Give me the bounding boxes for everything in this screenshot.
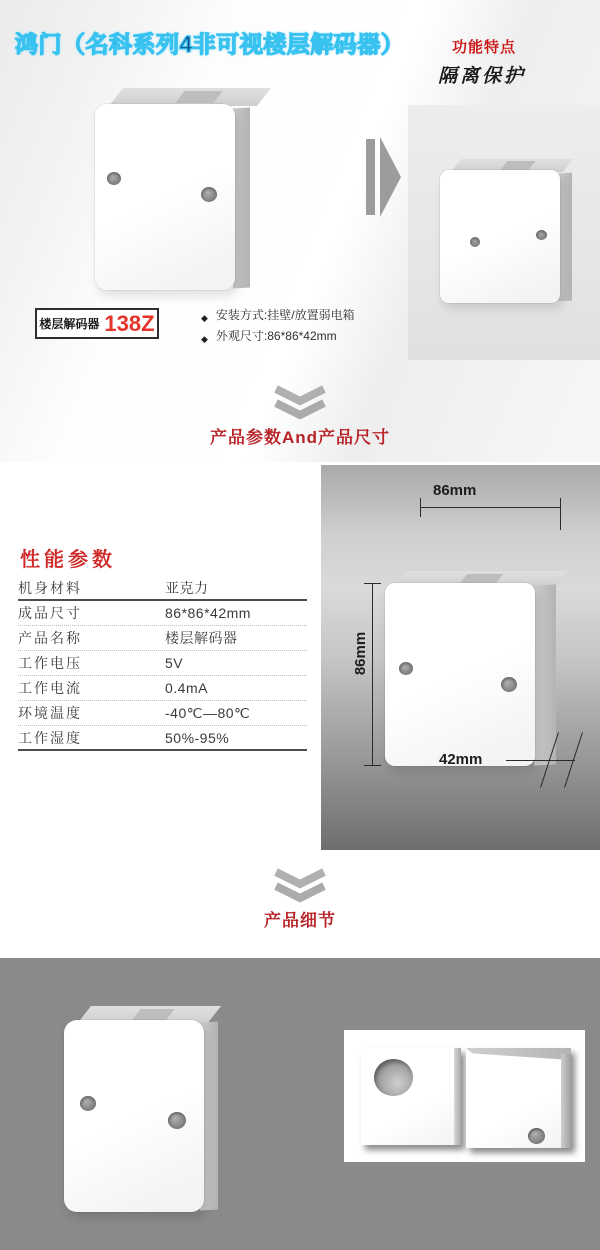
model-code: 138Z <box>104 310 155 336</box>
model-name: 楼层解码器 <box>39 317 100 331</box>
dimension-width-label: 86mm <box>433 482 477 499</box>
device-edge <box>466 1048 571 1060</box>
model-label-box <box>35 308 159 339</box>
arrow-right-icon <box>366 139 375 215</box>
table-row <box>18 576 307 601</box>
dimension-height-label: 86mm <box>352 631 370 676</box>
arrow-right-icon <box>380 137 401 217</box>
specs-heading: 性能参数 <box>20 549 116 571</box>
spec-label: 工作电压 <box>18 655 82 671</box>
table-row <box>18 676 307 701</box>
spec-label: 机身材料 <box>18 579 82 596</box>
screw-hole <box>399 662 413 675</box>
dimension-height-line <box>372 583 373 765</box>
spec-value: 5V <box>165 655 184 671</box>
note-row <box>201 327 355 348</box>
spec-label: 工作湿度 <box>18 729 82 746</box>
spec-value: -40℃—80℃ <box>165 704 251 721</box>
detail-closeup-corner <box>466 1048 571 1148</box>
device-side-face <box>558 173 572 302</box>
diamond-bullet-icon: ◆ <box>201 334 208 344</box>
spec-value: 50%-95% <box>165 729 230 746</box>
screw-hole <box>501 677 517 692</box>
feature-photo-panel <box>408 105 600 360</box>
spec-value: 0.4mA <box>165 680 208 696</box>
note-text: 外观尺寸:86*86*42mm <box>215 329 337 343</box>
dimension-depth-label: 42mm <box>439 751 483 768</box>
screw-hole <box>470 237 480 247</box>
note-row <box>201 306 355 327</box>
table-row <box>18 726 307 751</box>
specs-table <box>18 576 307 751</box>
dimension-width-line <box>420 507 561 508</box>
screw-hole-closeup <box>374 1059 413 1096</box>
spec-value: 楼层解码器 <box>165 630 238 646</box>
table-row <box>18 601 307 626</box>
dimension-depth-line <box>506 760 575 761</box>
details-section <box>0 958 600 1250</box>
detail-closeup-hole <box>361 1048 461 1145</box>
spec-label: 工作电流 <box>18 680 82 696</box>
spec-value: 亚克力 <box>165 579 209 596</box>
product-photo-main <box>78 84 278 294</box>
features-heading: 功能特点 <box>452 39 517 56</box>
device-edge <box>454 1048 461 1145</box>
page-title: 鸿门（名科系列4非可视楼层解码器） <box>15 31 405 57</box>
double-chevron-down-icon <box>272 385 328 426</box>
screw-hole <box>80 1096 96 1111</box>
spec-label: 环境温度 <box>18 705 82 721</box>
double-chevron-down-icon <box>272 868 328 909</box>
screw-hole-closeup <box>528 1128 545 1144</box>
feature-item: 隔离保护 <box>438 66 527 87</box>
dimension-tick <box>420 498 421 517</box>
dimension-tick <box>560 498 561 530</box>
section-title-params: 产品参数And产品尺寸 <box>209 428 391 447</box>
screw-hole <box>168 1112 186 1129</box>
table-row <box>18 701 307 726</box>
spec-label: 成品尺寸 <box>18 605 82 621</box>
spec-value: 86*86*42mm <box>165 605 251 621</box>
device-side-face <box>233 108 250 289</box>
screw-hole <box>107 172 121 185</box>
section-title-details: 产品细节 <box>264 911 336 930</box>
product-photo-detail <box>58 1000 238 1220</box>
install-notes <box>201 306 355 348</box>
note-text: 安装方式:挂壁/放置弱电箱 <box>215 308 355 322</box>
diamond-bullet-icon: ◆ <box>201 313 208 323</box>
product-photo-small <box>428 155 588 315</box>
device-side-face <box>534 584 556 765</box>
screw-hole <box>201 187 217 202</box>
detail-card <box>344 1030 585 1162</box>
dimension-tick <box>364 583 381 584</box>
table-row <box>18 626 307 651</box>
device-edge <box>561 1054 571 1148</box>
dimension-tick <box>364 765 381 766</box>
spec-label: 产品名称 <box>18 630 82 646</box>
screw-hole <box>536 230 547 240</box>
table-row <box>18 651 307 676</box>
dimension-panel <box>321 465 600 850</box>
